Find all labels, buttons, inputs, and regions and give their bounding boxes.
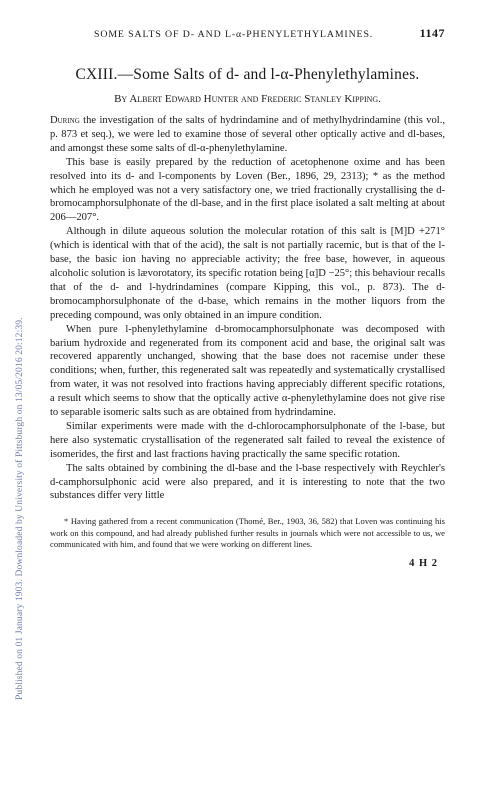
- running-header: [94, 26, 445, 41]
- footnote-text: * Having gathered from a recent communication (Thomé, Ber., 1903, 36, 582) that Loven was continuing his work on this compound, and had already published further results in journals which were not accessible to us, we communicated with him, and found that we were working on different lines.: [50, 516, 445, 550]
- running-title: SOME SALTS OF D- AND L-α-PHENYLETHYLAMINES.: [94, 29, 374, 40]
- paragraph-text: the investigation of the salts of hydrindamine and of methylhydrindamine (this vol., p. 873 et seq.), we were led to examine those of several other optically active and dl-bases, and amongst these some salts of dl-α-phenylethylamine.: [50, 115, 445, 154]
- page-number: 1147: [419, 26, 445, 40]
- paragraph: The salts obtained by combining the dl-base and the l-base respectively with Reychler's d-camphorsulphonic acid were also prepared, and it is interesting to note that the two substances differ very little: [50, 462, 445, 502]
- signature-mark: 4 H 2: [409, 557, 438, 569]
- footnote: [50, 516, 445, 550]
- journal-page: [50, 26, 445, 569]
- paragraph: This base is easily prepared by the reduction of acetophenone oxime and has been resolved into its d- and l-components by Loven (Ber., 1896, 29, 2313); * as the method which he employed was not a very satisfactory one, we tried fractionally crystallising the d-bromocamphorsulphonate of the dl-base, and in the first place isolated a salt melting at about 206—207°.: [50, 156, 445, 224]
- paragraph-lead: During: [50, 115, 80, 126]
- download-watermark-text: Published on 01 January 1903. Downloaded by University of Pittsburgh on 13/05/2016 20:12:39.: [14, 317, 25, 700]
- article-body: [50, 114, 445, 503]
- paragraph: [50, 114, 445, 156]
- paragraph: When pure l-phenylethylamine d-bromocamphorsulphonate was decomposed with barium hydroxide and regenerated from its component acid and base, the original salt was recovered apparently unchanged, showing that the base does not racemise under these conditions; when, further, this regenerated salt was repeatedly and systematically crystallised from water, it was not resolved into fractions having appreciably different specific rotations, a result which seems to show that the optically active α-phenylethylamine does not give rise to separable isomeric salts such as are obtained from hydrindamine.: [50, 323, 445, 419]
- article-authors: By Albert Edward Hunter and Frederic Stanley Kipping.: [114, 93, 381, 105]
- paragraph: Similar experiments were made with the d-chlorocamphorsulphonate of the l-base, but here also systematic crystallisation of the regenerated salt failed to reveal the existence of isomerides, the first and last fractions having practically the same specific rotation.: [50, 420, 445, 460]
- download-watermark: [3, 60, 25, 760]
- paragraph: Although in dilute aqueous solution the molecular rotation of this salt is [M]D +271° (which is identical with that of the acid), the salt is not partially racemic, but is that of the l-base, the basic ion having no appreciable activity; the free base, however, in aqueous alcoholic solution is lævorotatory, its specific rotation being [α]D −25°; this behaviour recalls that of the d- and l-hydrindamines (compare Kipping, this vol., p. 873). The d-bromocamphorsulphonate of the d-base, which remains in the mother liquors from the preceding compound, was only obtained in an impure condition.: [50, 226, 445, 321]
- article-title: CXIII.—Some Salts of d- and l-α-Phenylethylamines.: [75, 66, 420, 83]
